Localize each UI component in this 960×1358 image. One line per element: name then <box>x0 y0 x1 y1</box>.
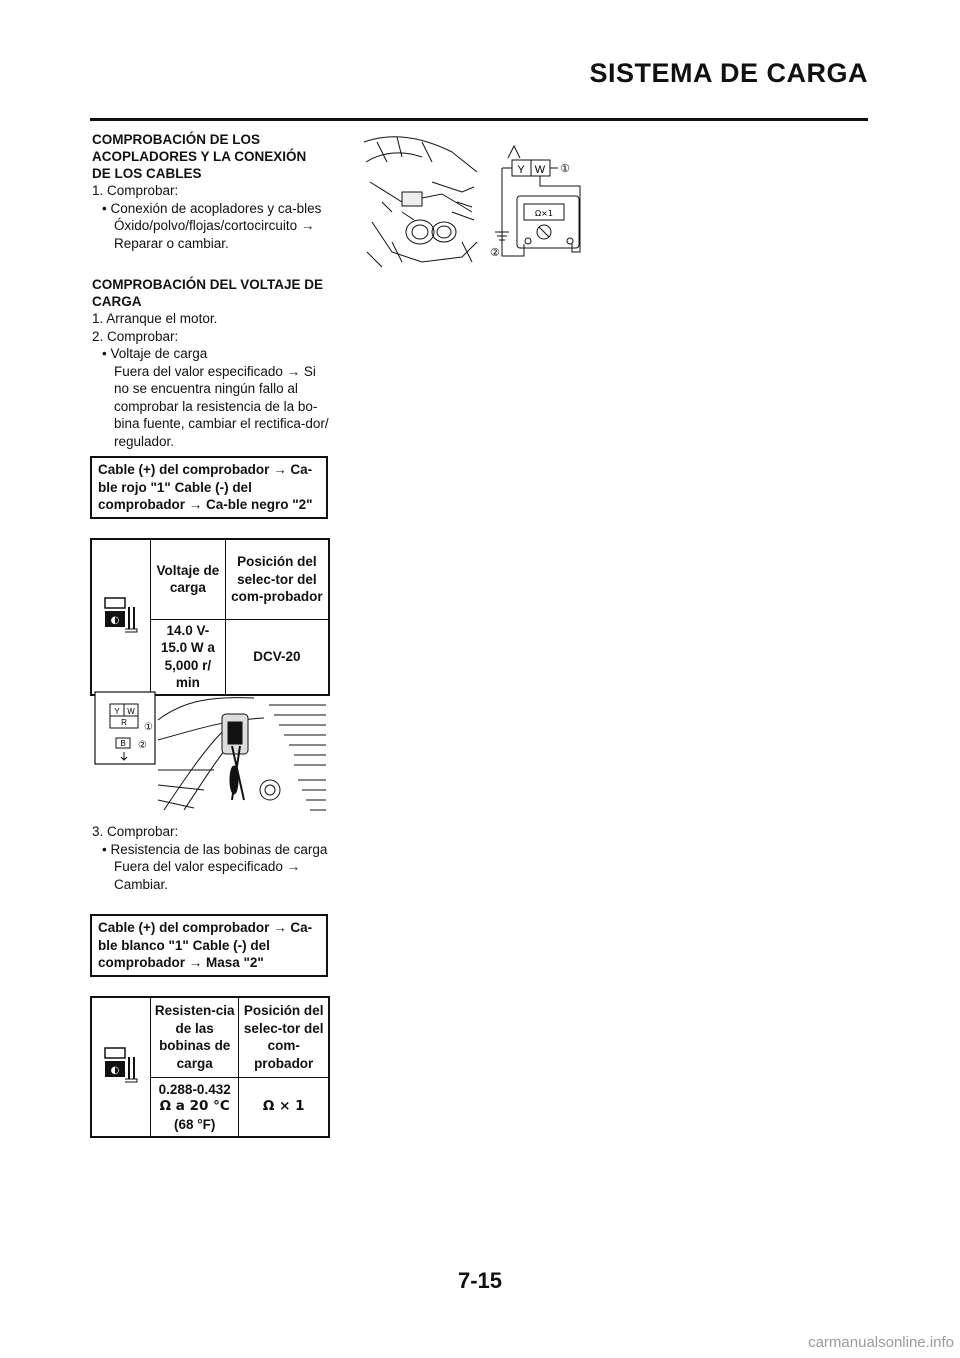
connector-illustration <box>94 690 330 814</box>
callout-2: ② <box>490 246 500 259</box>
callout-1: ① <box>560 162 570 175</box>
svg-text:◐: ◐ <box>110 614 120 626</box>
section-heading: COMPROBACIÓN DEL VOLTAJE DE CARGA <box>92 277 324 309</box>
section-heading: COMPROBACIÓN DE LOS ACOPLADORES Y LA CONEXIÓN DE LOS CABLES <box>92 132 307 181</box>
svg-text:◐: ◐ <box>110 1064 120 1076</box>
spec-table-resistance <box>90 996 330 1138</box>
bullet-text: • Voltaje de carga <box>102 346 208 361</box>
wire-y-label: Y <box>517 164 525 176</box>
resistance-temp-f: (68 °F) <box>173 1116 216 1132</box>
wire-w-label: W <box>127 707 135 716</box>
wire-y-label: Y <box>114 707 120 716</box>
result-text: Fuera del valor especificado → Si no se encuentra ningún fallo al comprobar la resistencia de la bo-bina fuente, cambiar el rectifica-dor/ regulador. <box>114 363 329 449</box>
resistance-range: 0.288-0.432 <box>158 1081 231 1097</box>
wire-w-label: W <box>534 164 546 176</box>
probe-connection-box: Cable (+) del comprobador → Ca-ble rojo "1" Cable (-) del comprobador → Ca-ble negro "2" <box>90 456 328 519</box>
bullet-text: • Resistencia de las bobinas de carga <box>102 841 328 857</box>
spec-value: DCV-20 <box>225 619 329 695</box>
page-title: SISTEMA DE CARGA <box>589 58 868 88</box>
probe-connection-box: Cable (+) del comprobador → Ca-ble blanco "1" Cable (-) del comprobador → Masa "2" <box>90 914 328 977</box>
step-text: 1. Comprobar: <box>92 183 179 198</box>
column-header: Resisten-cia de las bobinas de carga <box>151 997 239 1077</box>
column-header: Voltaje de carga <box>151 539 226 619</box>
wire-r-label: R <box>121 718 127 727</box>
header-rule <box>90 118 868 121</box>
spec-value: Ω × 1 <box>239 1077 329 1137</box>
column-header: Posición del selec-tor del com-probador <box>239 997 329 1077</box>
section-voltaje <box>92 276 332 450</box>
step-text: 2. Comprobar: <box>92 328 179 344</box>
step-text: 1. Arranque el motor. <box>92 311 218 326</box>
action-text: Cambiar. <box>114 876 169 892</box>
spec-value: 14.0 V-15.0 W a 5,000 r/ min <box>151 619 226 695</box>
multimeter-icon <box>91 539 151 695</box>
spec-table-voltage <box>90 538 330 696</box>
result-text: Óxido/polvo/flojas/cortocircuito → <box>114 218 315 233</box>
callout-1: ① <box>144 722 153 733</box>
section-acopladores <box>92 131 332 252</box>
callout-2: ② <box>138 740 147 751</box>
result-text: Fuera del valor especificado → <box>114 859 301 874</box>
meter-range-label: Ω×1 <box>535 209 553 218</box>
resistance-condition: Ω a 20 °C <box>159 1098 230 1114</box>
section-resistencia <box>92 823 332 893</box>
bullet-text: • Conexión de acopladores y ca-bles <box>102 200 322 216</box>
column-header: Posición del selec-tor del com-probador <box>225 539 329 619</box>
watermark: carmanualsonline.info <box>808 1334 954 1351</box>
step-text: 3. Comprobar: <box>92 824 179 839</box>
charging-voltage-illustration <box>362 132 584 272</box>
action-text: Reparar o cambiar. <box>114 235 229 251</box>
spec-value <box>151 1077 239 1137</box>
page-number: 7-15 <box>457 1268 503 1293</box>
multimeter-icon <box>91 997 151 1137</box>
wire-b-label: B <box>120 739 126 748</box>
